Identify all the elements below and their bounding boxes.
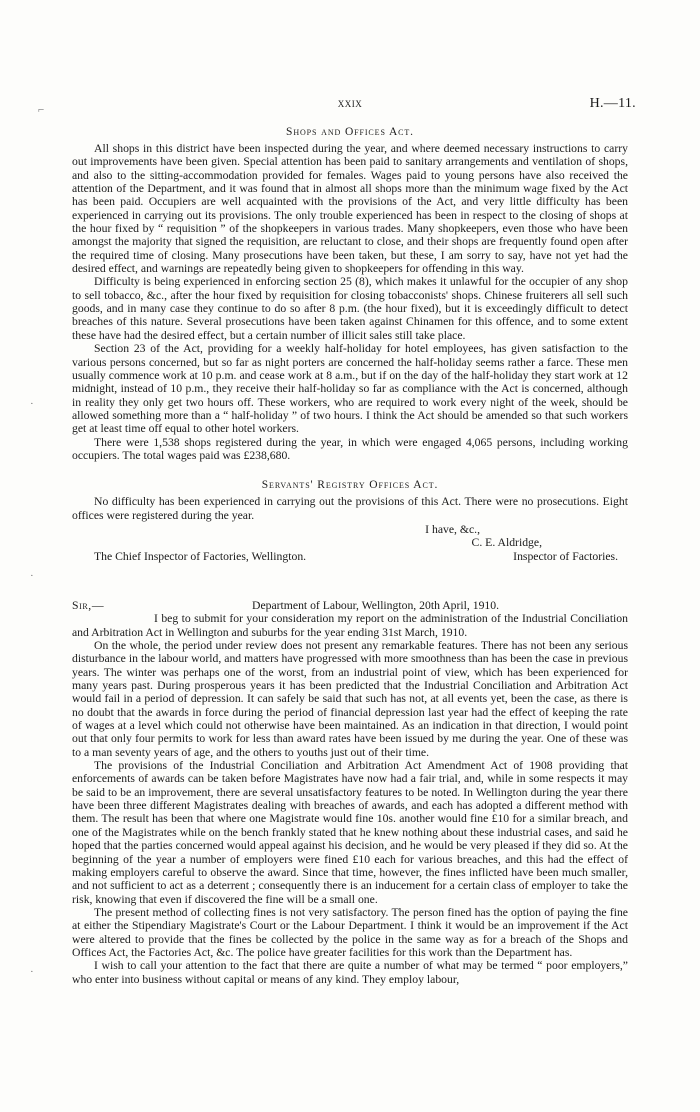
paragraph: No difficulty has been experienced in carrying out the provisions of this Act. There were no prosecutions. Eight offices were registered during the year. — [72, 495, 628, 522]
folio-number: xxix — [337, 96, 363, 110]
section-heading-servants: Servants' Registry Offices Act. — [261, 479, 439, 492]
margin-tick-top: ⌐ — [38, 104, 45, 116]
addressee: The Chief Inspector of Factories, Wellington. — [94, 549, 307, 563]
paragraph: I wish to call your attention to the fact that there are quite a number of what may be termed “ poor employers,” who enter into business without capital or means of any kind. They employ labour, — [72, 959, 628, 986]
paragraph: All shops in this district have been inspected during the year, and where deemed necessary instructions to carry out improvements have been given. Special attention has been paid to sanitary arrangements and ventilation of shops, and also to the sitting-accommodation provided for females. Wages paid to young persons have also received the attention of the Department, and it was found that in almost all shops more than the minimum wage fixed by the Act has been paid. Occupiers are well acquainted with the provisions of the Act, and very little difficulty has been experienced in carrying out its provisions. The only trouble experienced has been in respect to the closing of shops at the hour fixed by “ requisition ” of the shopkeepers in various trades. Many shopkeepers, even those who have been amongst the majority that signed the requisition, are reluctant to close, and their shops are frequently found open after the required time of closing. Many prosecutions have been taken, but these, I am sorry to say, have not yet had the desired effect, and warnings are repeatedly being given to shopkeepers for offending in this way. — [72, 142, 628, 276]
margin-tick-mid: · — [30, 398, 34, 410]
document-body — [72, 126, 628, 986]
paragraph: Difficulty is being experienced in enforcing section 25 (8), which makes it unlawful for the occupier of any shop to sell tobacco, &c., after the hour fixed by requisition for closing tobacconists' shops. Chinese fruiterers all sell such goods, and in many case they continue to do so after 8 p.m. (the hour fixed), but it is exceedingly difficult to detect breaches of this nature. Several prosecutions have been taken against Chinamen for this offence, and to some extent these have had the desired effect, but a certain number of illicit sales still take place. — [72, 275, 628, 342]
letter-head-line — [72, 599, 628, 612]
paragraph: The present method of collecting fines is not very satisfactory. The person fined has the option of paying the fine at either the Stipendiary Magistrate's Court or the Labour Department. I think it would be an improvement if the Act were altered to provide that the fines be collected by the police in the same way as for a breach of the Shops and Offices Act, the Factories Act, &c. The police have greater facilities for this work than the Department has. — [72, 905, 628, 959]
margin-tick-bottom: · — [30, 966, 34, 978]
addressee-row — [72, 550, 628, 563]
margin-tick-lower: · — [30, 570, 34, 582]
signature-title: Inspector of Factories. — [513, 549, 618, 563]
letter-dateline: Department of Labour, Wellington, 20th April, 1910. — [252, 598, 500, 612]
paper-number: H.—11. — [589, 96, 636, 111]
letter-block — [72, 599, 628, 986]
signature-block — [72, 523, 628, 563]
closing-salutation: I have, &c., — [425, 522, 480, 536]
page-header — [0, 96, 700, 116]
paragraph: The provisions of the Industrial Conciliation and Arbitration Act Amendment Act of 1908 providing that enforcements of awards can be taken before Magistrates have now had a fair trial, and, while in some respects it may be said to be an improvement, there are several unsatisfactory features to be noted. In Wellington during the year there have been three different Magistrates dealing with breaches of awards, and each has adopted a different method with them. The result has been that where one Magistrate would fine 10s. another would fine £10 for a similar breach, and one of the Magistrates while on the bench frankly stated that he knew nothing about these industrial cases, and said he hoped that the parties concerned would appeal against his decision, and he would be very pleased if they did so. At the beginning of the year a number of employers were fined £10 each for various breaches, and this had the effect of making employers careful to observe the award. Since that time, however, the fines inflicted have been much smaller, and not sufficient to act as a deterrent ; consequently there is an inducement for a certain class of employer to take the risk, knowing that even if discovered the fine will be a small one. — [72, 759, 628, 906]
paragraph: On the whole, the period under review does not present any remarkable features. There has not been any serious disturbance in the labour world, and matters have progressed with more smoothness than has been the case in previous years. The winter was perhaps one of the worst, from an industrial point of view, which has been experienced for many years past. During prosperous years it has been predicted that the Industrial Conciliation and Arbitration Act would fail in a period of depression. It can safely be said that such has not, at all events yet, been the case, as there is no doubt that the awards in force during the period of financial depression last year had the effect of keeping the rate of wages at a level which could not otherwise have been maintained. As an indication in that direction, I would point out that only four permits to work for less than award rates have been issued by me during the year. One of these was to a man seventy years of age, and the others to youths just out of their time. — [72, 639, 628, 759]
signature-name: C. E. Aldridge, — [471, 536, 542, 550]
letter-salutation: Sir,— — [72, 598, 105, 612]
paragraph: There were 1,538 shops registered during the year, in which were engaged 4,065 persons, including working occupiers. The total wages paid was £238,680. — [72, 435, 628, 462]
section-heading-shops: Shops and Offices Act. — [286, 126, 414, 138]
paragraph: Section 23 of the Act, providing for a weekly half-holiday for hotel employees, has given satisfaction to the various persons concerned, but so far as night porters are concerned the half-holiday seems rather a farce. These men usually commence work at 10 p.m. and cease work at 8 a.m., but if on the day of the half-holiday they start work at 12 midnight, instead of 10 p.m., they receive their half-holiday so far as compliance with the Act is concerned, although in reality they only get two hours off. These workers, who are required to work every night of the week, should be allowed something more than a “ half-holiday ” of two hours. I think the Act should be amended so that such workers get at least time off equal to other hotel workers. — [72, 342, 628, 436]
paragraph: I beg to submit for your consideration my report on the administration of the Industrial Conciliation and Arbitration Act in Wellington and suburbs for the year ending 31st March, 1910. — [72, 612, 628, 639]
